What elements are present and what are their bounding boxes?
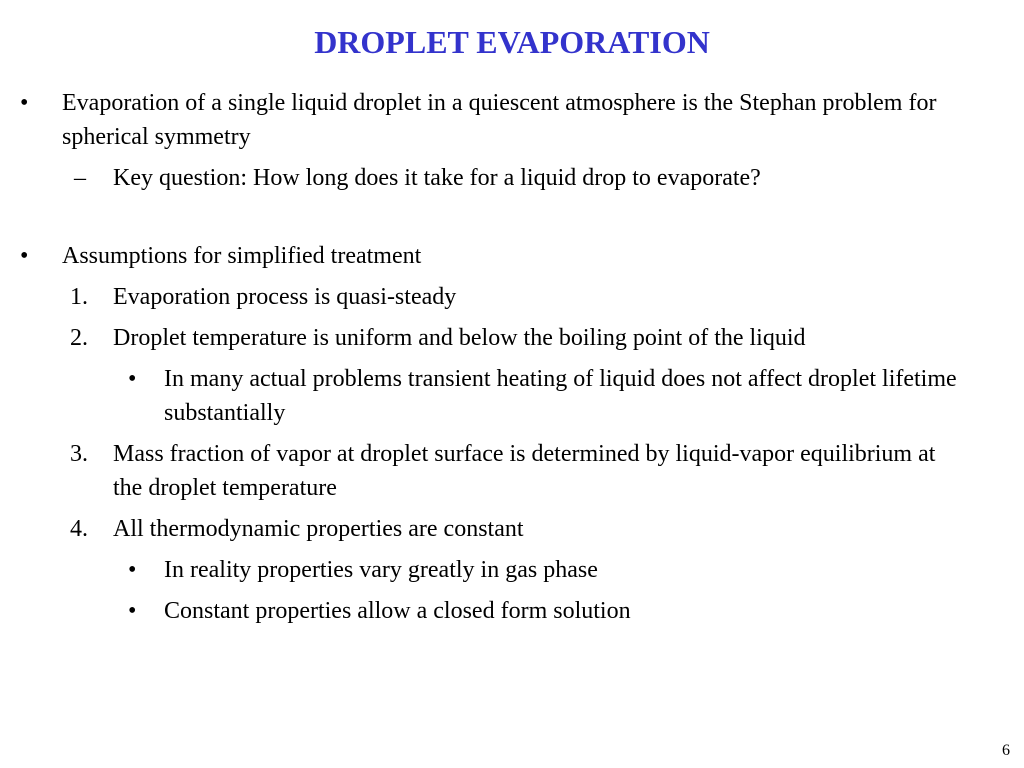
bullet-item bbox=[0, 239, 1024, 273]
sub-bullet-text: Key question: How long does it take for a liquid drop to evaporate? bbox=[113, 165, 761, 191]
number-marker: 2. bbox=[70, 325, 88, 351]
numbered-text: Mass fraction of vapor at droplet surface is determined by liquid-vapor equilibrium at the droplet temperature bbox=[113, 441, 936, 501]
dash-marker: – bbox=[74, 165, 86, 191]
sub-sub-bullet-item bbox=[0, 594, 1024, 628]
bullet-marker: • bbox=[20, 243, 29, 269]
sub-sub-bullet-text: Constant properties allow a closed form solution bbox=[164, 598, 631, 624]
numbered-text: All thermodynamic properties are constant bbox=[113, 516, 524, 542]
sub-sub-bullet-item bbox=[0, 553, 1024, 587]
numbered-item bbox=[0, 512, 1024, 546]
bullet-text: Assumptions for simplified treatment bbox=[62, 243, 422, 269]
numbered-text: Evaporation process is quasi-steady bbox=[113, 284, 457, 310]
numbered-item bbox=[0, 437, 1024, 505]
bullet-text: Evaporation of a single liquid droplet in a quiescent atmosphere is the Stephan problem for spherical symmetry bbox=[62, 90, 937, 150]
sub-sub-bullet-text: In reality properties vary greatly in gas phase bbox=[164, 557, 598, 583]
bullet-item bbox=[0, 86, 1024, 154]
number-marker: 4. bbox=[70, 516, 88, 542]
sub-bullet-item bbox=[0, 161, 1024, 195]
number-marker: 3. bbox=[70, 441, 88, 467]
bullet-marker: • bbox=[128, 557, 137, 583]
slide-content bbox=[0, 86, 1024, 628]
numbered-item bbox=[0, 321, 1024, 355]
slide-title: DROPLET EVAPORATION bbox=[314, 24, 710, 60]
page-number: 6 bbox=[1002, 742, 1010, 759]
sub-sub-bullet-text: In many actual problems transient heating of liquid does not affect droplet lifetime substantially bbox=[164, 366, 957, 426]
bullet-marker: • bbox=[128, 366, 137, 392]
bullet-marker: • bbox=[20, 90, 29, 116]
numbered-text: Droplet temperature is uniform and below the boiling point of the liquid bbox=[113, 325, 806, 351]
number-marker: 1. bbox=[70, 284, 88, 310]
bullet-marker: • bbox=[128, 598, 137, 624]
numbered-item bbox=[0, 280, 1024, 314]
sub-sub-bullet-item bbox=[0, 362, 1024, 430]
